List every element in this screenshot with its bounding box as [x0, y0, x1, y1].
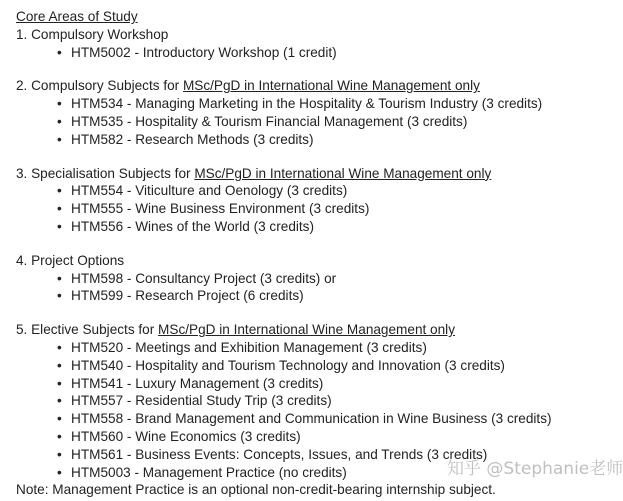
- section-compulsory-workshop: [16, 26, 596, 62]
- list-item-text: HTM520 - Meetings and Exhibition Management (3 credits): [71, 339, 427, 355]
- list-item-text: HTM561 - Business Events: Concepts, Issues, and Trends (3 credits): [71, 446, 488, 462]
- list-item-text: HTM535 - Hospitality & Tourism Financial Management (3 credits): [71, 113, 468, 129]
- bullet: •: [57, 270, 62, 286]
- watermark: 知乎 @Stephanie老师: [447, 459, 623, 479]
- bullet: •: [57, 446, 62, 462]
- section-project-options: [16, 252, 596, 305]
- list-item-text: HTM558 - Brand Management and Communication in Wine Business (3 credits): [71, 411, 552, 427]
- bullet: •: [57, 393, 62, 409]
- list-item: [57, 113, 596, 131]
- bullet: •: [57, 339, 62, 355]
- list-item: [57, 270, 596, 288]
- list-item: [57, 375, 596, 393]
- list-item-text: HTM534 - Managing Marketing in the Hospitality & Tourism Industry (3 credits): [71, 96, 543, 112]
- bullet: •: [57, 113, 62, 129]
- list-item-text: HTM541 - Luxury Management (3 credits): [71, 375, 324, 391]
- list-item-text: HTM557 - Residential Study Trip (3 credits): [71, 393, 332, 409]
- list-item: [57, 95, 596, 113]
- bullet: •: [57, 375, 62, 391]
- list-item: [57, 44, 596, 62]
- bullet: •: [57, 357, 62, 373]
- section-heading-link[interactable]: MSc/PgD in International Wine Management only: [158, 322, 455, 338]
- list-item-text: HTM598 - Consultancy Project (3 credits) or: [71, 270, 337, 286]
- section-specialisation-subjects: [16, 165, 596, 236]
- list-item-text: HTM5002 - Introductory Workshop (1 credit): [71, 44, 337, 60]
- item-list: [16, 270, 596, 306]
- section-heading-link[interactable]: MSc/PgD in International Wine Management only: [194, 165, 492, 181]
- list-item: [57, 428, 596, 446]
- list-item-text: HTM555 - Wine Business Environment (3 credits): [71, 201, 370, 217]
- list-item-text: HTM540 - Hospitality and Tourism Technology and Innovation (3 credits): [71, 357, 505, 373]
- item-list: [16, 44, 596, 62]
- section-heading: [16, 165, 596, 183]
- bullet: •: [57, 428, 62, 444]
- section-heading: [16, 77, 596, 95]
- bullet: •: [57, 96, 62, 112]
- section-elective-subjects: [16, 321, 596, 481]
- item-list: [16, 182, 596, 235]
- bullet: •: [57, 183, 62, 199]
- section-heading: [16, 252, 596, 270]
- bullet: •: [57, 288, 62, 304]
- list-item: [57, 200, 596, 218]
- bullet: •: [57, 131, 62, 147]
- list-item: [57, 339, 596, 357]
- page-title: Core Areas of Study: [16, 9, 138, 24]
- item-list: [16, 95, 596, 148]
- bullet: •: [57, 411, 62, 427]
- list-item-text: HTM5003 - Management Practice (no credits): [71, 464, 347, 480]
- bullet: •: [57, 44, 62, 60]
- section-heading-text: 5. Elective Subjects for: [16, 322, 159, 338]
- list-item: [57, 131, 596, 149]
- section-heading-link[interactable]: MSc/PgD in International Wine Management only: [182, 78, 480, 94]
- section-heading-text: 3. Specialisation Subjects for: [16, 165, 195, 181]
- list-item: [57, 218, 596, 236]
- footnote: Note: Management Practice is an optional non-credit-bearing internship subject.: [16, 482, 496, 497]
- list-item-text: HTM560 - Wine Economics (3 credits): [71, 428, 301, 444]
- document-body: [16, 8, 596, 497]
- list-item: [57, 392, 596, 410]
- section-heading-text: 1. Compulsory Workshop: [16, 26, 169, 42]
- section-heading: [16, 321, 596, 339]
- list-item: [57, 357, 596, 375]
- list-item: [57, 182, 596, 200]
- list-item: [57, 287, 596, 305]
- section-heading-text: 2. Compulsory Subjects for: [16, 78, 183, 94]
- bullet: •: [57, 201, 62, 217]
- list-item-text: HTM554 - Viticulture and Oenology (3 credits): [71, 183, 348, 199]
- section-heading-text: 4. Project Options: [16, 252, 125, 268]
- list-item: [57, 410, 596, 428]
- list-item-text: HTM582 - Research Methods (3 credits): [71, 131, 314, 147]
- bullet: •: [57, 464, 62, 480]
- bullet: •: [57, 218, 62, 234]
- section-heading: [16, 26, 596, 44]
- list-item-text: HTM556 - Wines of the World (3 credits): [71, 218, 314, 234]
- section-compulsory-subjects: [16, 77, 596, 148]
- list-item-text: HTM599 - Research Project (6 credits): [71, 288, 304, 304]
